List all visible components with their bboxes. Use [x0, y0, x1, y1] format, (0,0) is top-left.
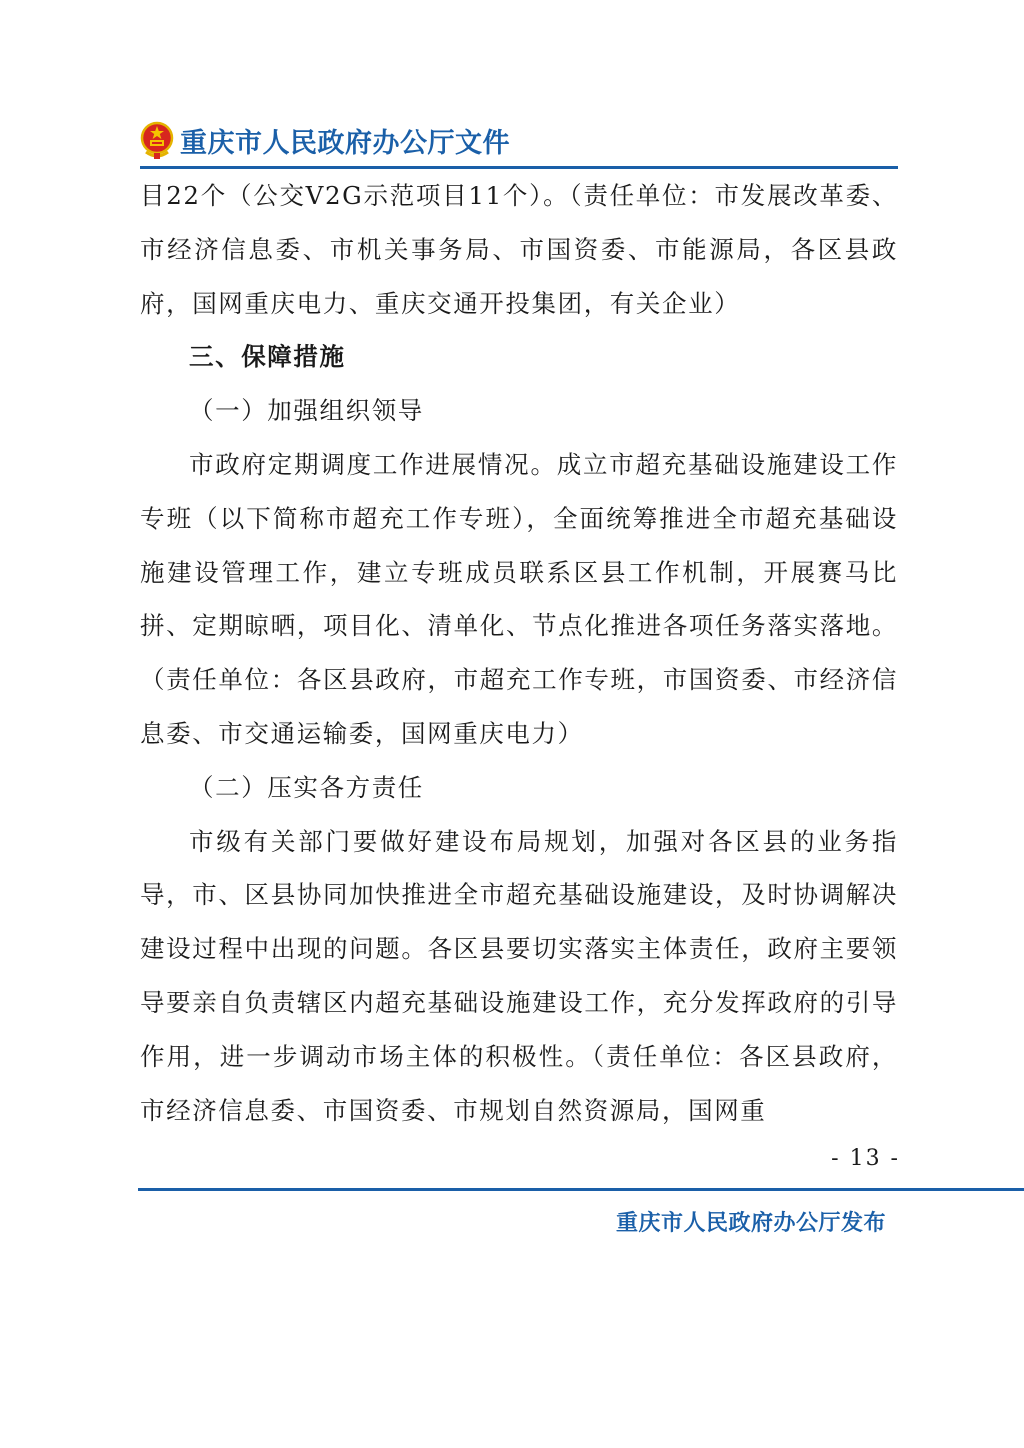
- document-header: [140, 112, 898, 168]
- paragraph: 市政府定期调度工作进展情况。成立市超充基础设施建设工作专班（以下简称市超充工作专班），全面统筹推进全市超充基础设施建设管理工作，建立专班成员联系区县工作机制，开展赛马比拼、定期晾晒，项目化、清单化、节点化推进各项任务落实落地。（责任单位：各区县政府，市超充工作专班，市国资委、市经济信息委、市交通运输委，国网重庆电力）: [140, 449, 898, 748]
- national-emblem-icon: [140, 120, 174, 160]
- header-title: 重庆市人民政府办公厅文件: [180, 127, 510, 159]
- document-body: [140, 169, 898, 1137]
- footer-publisher: 重庆市人民政府办公厅发布: [615, 1211, 886, 1236]
- paragraph-continuation: 目22个（公交V2G示范项目11个）。（责任单位：市发展改革委、市经济信息委、市机关事务局、市国资委、市能源局，各区县政府，国网重庆电力、重庆交通开投集团，有关企业）: [140, 181, 898, 318]
- page-number: - 13 -: [831, 1146, 900, 1171]
- subsection-heading: （二）压实各方责任: [189, 772, 424, 802]
- footer-divider: [138, 1188, 1024, 1191]
- subsection-heading: （一）加强组织领导: [189, 396, 424, 426]
- paragraph: 市级有关部门要做好建设布局规划，加强对各区县的业务指导，市、区县协同加快推进全市超充基础设施建设，及时协调解决建设过程中出现的问题。各区县要切实落实主体责任，政府主要领导要亲自负责辖区内超充基础设施建设工作，充分发挥政府的引导作用，进一步调动市场主体的积极性。（责任单位：各区县政府，市经济信息委、市国资委、市规划自然资源局，国网重: [140, 826, 898, 1125]
- section-heading: 三、保障措施: [189, 342, 346, 372]
